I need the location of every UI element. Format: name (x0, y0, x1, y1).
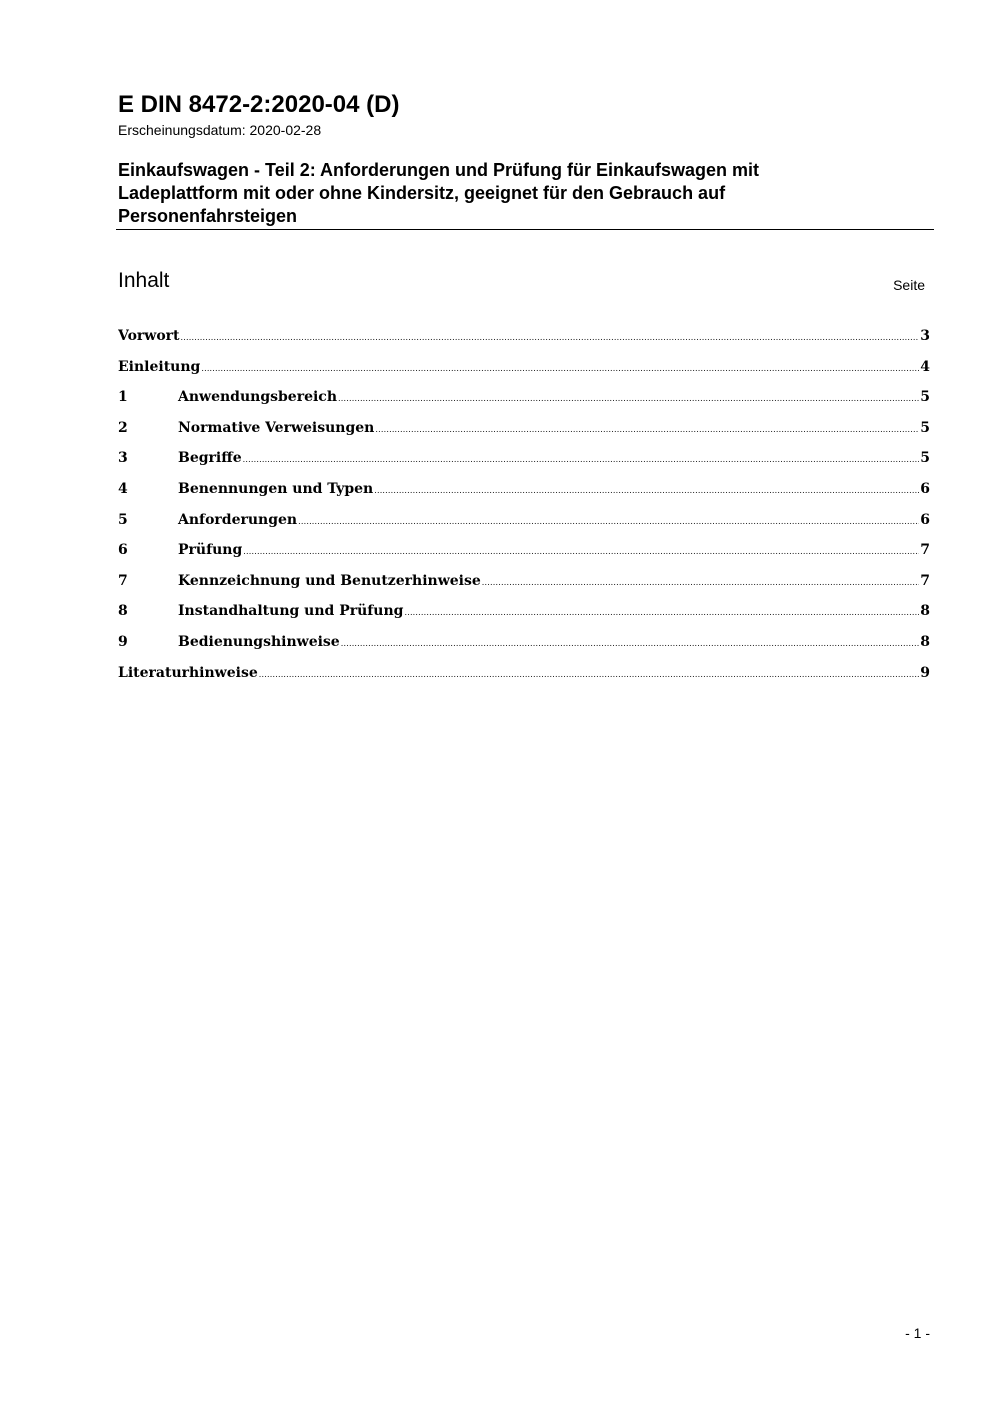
toc-dot-leader (243, 448, 920, 472)
toc-entry-number: 3 (118, 450, 128, 467)
table-of-contents (118, 324, 930, 691)
toc-entry-title: Instandhaltung und Prüfung (178, 603, 404, 620)
document-title: Einkaufswagen - Teil 2: Anforderungen und Prüfung für Einkaufswagen mit Ladeplattform mit oder ohne Kindersitz, geeignet für den Gebrauch auf Personenfahrsteigen (118, 160, 760, 226)
toc-entry-page: 5 (920, 389, 930, 406)
toc-entry-title: Benennungen und Typen (178, 480, 374, 497)
toc-entry-page: 5 (920, 450, 930, 467)
toc-entry-title: Anforderungen (178, 511, 298, 528)
toc-heading: Inhalt (118, 269, 170, 292)
toc-entry-title: Kennzeichnung und Benutzerhinweise (178, 572, 481, 589)
toc-entry-number: 7 (118, 572, 128, 589)
toc-entry-title: Vorwort (118, 328, 180, 344)
toc-entry-9[interactable] (118, 630, 930, 661)
toc-page-column-label: Seite (893, 277, 925, 293)
publication-date: Erscheinungsdatum: 2020-02-28 (118, 122, 322, 138)
toc-entry-number: 6 (118, 542, 128, 559)
toc-dot-leader (341, 632, 920, 656)
toc-dot-leader (298, 510, 919, 534)
toc-entry-einleitung[interactable] (118, 355, 930, 386)
toc-dot-leader (259, 663, 920, 687)
toc-entry-page: 6 (920, 480, 930, 497)
toc-entry-number: 9 (118, 633, 128, 650)
toc-dot-leader (201, 357, 919, 381)
toc-entry-page: 8 (920, 603, 930, 620)
toc-entry-page: 9 (920, 664, 930, 681)
toc-entry-2[interactable] (118, 416, 930, 447)
toc-entry-6[interactable] (118, 538, 930, 569)
toc-entry-title: Begriffe (178, 450, 242, 467)
toc-dot-leader (482, 571, 919, 595)
toc-entry-title: Normative Verweisungen (178, 419, 375, 436)
toc-entry-page: 7 (920, 542, 930, 559)
toc-dot-leader (404, 601, 919, 625)
toc-entry-title: Literaturhinweise (118, 664, 258, 681)
toc-entry-4[interactable] (118, 477, 930, 508)
toc-entry-8[interactable] (118, 599, 930, 630)
toc-entry-number: 4 (118, 480, 128, 497)
toc-dot-leader (374, 479, 919, 503)
toc-entry-number: 1 (118, 389, 128, 406)
toc-entry-page: 8 (920, 633, 930, 650)
toc-entry-title: Prüfung (178, 542, 243, 559)
toc-entry-1[interactable] (118, 385, 930, 416)
toc-entry-number: 8 (118, 603, 128, 620)
toc-entry-number: 5 (118, 511, 128, 528)
toc-dot-leader (338, 387, 919, 411)
toc-entry-page: 6 (920, 511, 930, 528)
toc-dot-leader (181, 326, 920, 350)
toc-entry-literaturhinweise[interactable] (118, 661, 930, 692)
toc-entry-title: Bedienungshinweise (178, 633, 340, 650)
toc-entry-page: 7 (920, 572, 930, 589)
toc-entry-title: Anwendungsbereich (178, 389, 337, 406)
page-number: - 1 - (905, 1325, 930, 1341)
toc-entry-7[interactable] (118, 569, 930, 600)
toc-dot-leader (375, 418, 919, 442)
toc-entry-page: 4 (920, 358, 930, 375)
title-divider (116, 229, 934, 230)
toc-entry-page: 5 (920, 419, 930, 436)
toc-entry-5[interactable] (118, 508, 930, 539)
document-id: E DIN 8472-2:2020-04 (D) (118, 91, 400, 118)
toc-entry-3[interactable] (118, 446, 930, 477)
toc-entry-vorwort[interactable] (118, 324, 930, 355)
toc-dot-leader (243, 540, 919, 564)
toc-entry-page: 3 (920, 328, 930, 344)
toc-entry-number: 2 (118, 419, 128, 436)
toc-entry-title: Einleitung (118, 358, 201, 375)
